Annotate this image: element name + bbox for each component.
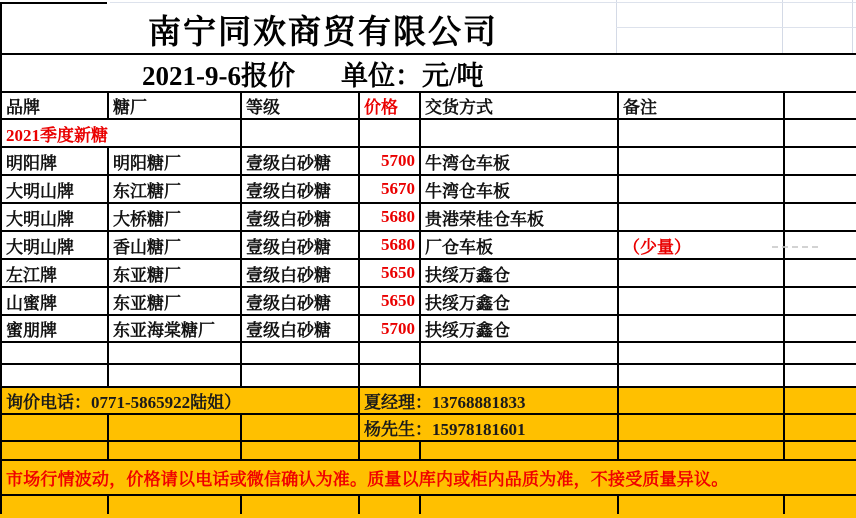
cell-price[interactable]: 5700 — [359, 315, 420, 342]
cell-brand[interactable]: 蜜朋牌 — [1, 315, 108, 342]
empty-cell[interactable] — [420, 364, 618, 387]
cell-extra[interactable] — [784, 203, 856, 231]
empty-cell[interactable] — [420, 342, 618, 364]
empty-cell[interactable] — [241, 119, 359, 147]
cell-extra[interactable] — [784, 175, 856, 203]
empty-cell[interactable] — [784, 414, 856, 441]
cell-a1-top-border — [0, 2, 107, 4]
empty-row — [1, 342, 856, 364]
empty-cell[interactable] — [108, 364, 241, 387]
empty-cell[interactable] — [241, 342, 359, 364]
empty-cell[interactable] — [359, 119, 420, 147]
empty-cell[interactable] — [784, 387, 856, 414]
table-row — [1, 203, 856, 231]
empty-cell[interactable] — [1, 342, 108, 364]
cell-brand[interactable]: 左江牌 — [1, 259, 108, 287]
cell-note[interactable] — [618, 287, 784, 315]
manager-xia-cell[interactable]: 夏经理：13768881833 — [359, 387, 618, 414]
empty-cell[interactable] — [618, 414, 784, 441]
table-header-row — [1, 92, 856, 119]
cell-grade[interactable]: 壹级白砂糖 — [241, 147, 359, 175]
cell-brand[interactable]: 大明山牌 — [1, 231, 108, 259]
cell-note[interactable] — [618, 315, 784, 342]
faint-gridline-h2 — [110, 2, 856, 3]
table-row — [1, 147, 856, 175]
cell-note[interactable]: （少量） — [618, 231, 784, 259]
cell-delivery[interactable]: 贵港荣桂仓车板 — [420, 203, 618, 231]
cell-extra[interactable] — [784, 287, 856, 315]
empty-cell[interactable] — [784, 119, 856, 147]
cell-factory[interactable]: 东江糖厂 — [108, 175, 241, 203]
section-label[interactable]: 2021季度新糖 — [1, 119, 241, 147]
cell-brand[interactable]: 明阳牌 — [1, 147, 108, 175]
quote-date: 2021-9-6报价 — [142, 60, 295, 91]
cell-grade[interactable]: 壹级白砂糖 — [241, 175, 359, 203]
header-cell-delivery[interactable]: 交货方式 — [420, 92, 618, 119]
empty-cell[interactable] — [618, 364, 784, 387]
cell-extra[interactable] — [784, 259, 856, 287]
cell-grade[interactable]: 壹级白砂糖 — [241, 203, 359, 231]
cell-delivery[interactable]: 扶绥万鑫仓 — [420, 259, 618, 287]
cell-price[interactable]: 5680 — [359, 231, 420, 259]
watermark-artifact — [772, 245, 818, 248]
empty-cell[interactable] — [241, 441, 359, 460]
cell-grade[interactable]: 壹级白砂糖 — [241, 259, 359, 287]
table-row — [1, 259, 856, 287]
cell-extra[interactable] — [784, 147, 856, 175]
market-notice[interactable]: 市场行情波动，价格请以电话或微信确认为准。质量以库内或柜内品质为准，不接受质量异议。 — [1, 460, 856, 495]
cell-factory[interactable]: 东亚糖厂 — [108, 259, 241, 287]
manager-yang-cell[interactable]: 杨先生：15978181601 — [359, 414, 618, 441]
unit-label: 单位：元/吨 — [340, 60, 484, 91]
cell-price[interactable]: 5670 — [359, 175, 420, 203]
header-cell-grade[interactable]: 等级 — [241, 92, 359, 119]
empty-cell[interactable] — [1, 414, 108, 441]
cell-price[interactable]: 5680 — [359, 203, 420, 231]
empty-cell[interactable] — [420, 119, 618, 147]
empty-cell[interactable] — [1, 364, 108, 387]
cell-delivery[interactable]: 牛湾仓车板 — [420, 147, 618, 175]
section-row — [1, 119, 856, 147]
cell-factory[interactable]: 东亚海棠糖厂 — [108, 315, 241, 342]
header-cell-brand[interactable]: 品牌 — [1, 92, 108, 119]
cell-grade[interactable]: 壹级白砂糖 — [241, 315, 359, 342]
cell-price[interactable]: 5650 — [359, 287, 420, 315]
faint-gridline-h1 — [616, 27, 856, 28]
cell-factory[interactable]: 香山糖厂 — [108, 231, 241, 259]
cell-price[interactable]: 5650 — [359, 259, 420, 287]
notice-row — [1, 460, 856, 495]
cell-delivery[interactable]: 牛湾仓车板 — [420, 175, 618, 203]
table-row — [1, 175, 856, 203]
cell-extra[interactable] — [784, 315, 856, 342]
empty-cell[interactable] — [359, 364, 420, 387]
cell-note[interactable] — [618, 203, 784, 231]
empty-orange-row — [1, 441, 856, 460]
cell-delivery[interactable]: 扶绥万鑫仓 — [420, 287, 618, 315]
empty-cell[interactable] — [108, 414, 241, 441]
cell-note[interactable] — [618, 175, 784, 203]
contact-row-1 — [1, 387, 856, 414]
empty-cell[interactable] — [784, 342, 856, 364]
cell-delivery[interactable]: 厂仓车板 — [420, 231, 618, 259]
contact-row-2 — [1, 414, 856, 441]
cell-factory[interactable]: 明阳糖厂 — [108, 147, 241, 175]
empty-cell[interactable] — [108, 441, 241, 460]
empty-cell[interactable] — [241, 364, 359, 387]
cell-note[interactable] — [618, 147, 784, 175]
empty-cell[interactable] — [618, 387, 784, 414]
cell-price[interactable]: 5700 — [359, 147, 420, 175]
empty-cell[interactable] — [618, 342, 784, 364]
bottom-orange-strip — [0, 514, 856, 518]
header-cell-factory[interactable]: 糖厂 — [108, 92, 241, 119]
empty-cell[interactable] — [241, 414, 359, 441]
empty-cell[interactable] — [359, 441, 420, 460]
header-cell-price[interactable]: 价格 — [359, 92, 420, 119]
empty-cell[interactable] — [359, 342, 420, 364]
empty-cell[interactable] — [784, 364, 856, 387]
date-row[interactable] — [2, 56, 856, 90]
company-title[interactable]: 南宁同欢商贸有限公司 — [148, 14, 498, 51]
cell-delivery[interactable]: 扶绥万鑫仓 — [420, 315, 618, 342]
cell-factory[interactable]: 东亚糖厂 — [108, 287, 241, 315]
table-row — [1, 315, 856, 342]
cell-brand[interactable]: 大明山牌 — [1, 175, 108, 203]
cell-factory[interactable]: 大桥糖厂 — [108, 203, 241, 231]
cell-grade[interactable]: 壹级白砂糖 — [241, 231, 359, 259]
cell-note[interactable] — [618, 259, 784, 287]
empty-cell[interactable] — [1, 441, 108, 460]
empty-cell[interactable] — [784, 441, 856, 460]
empty-row — [1, 364, 856, 387]
cell-grade[interactable]: 壹级白砂糖 — [241, 287, 359, 315]
empty-cell[interactable] — [618, 441, 784, 460]
table-row — [1, 231, 856, 259]
quote-table — [0, 91, 856, 518]
header-cell-extra[interactable] — [784, 92, 856, 119]
header-cell-note[interactable]: 备注 — [618, 92, 784, 119]
cell-brand[interactable]: 山蜜牌 — [1, 287, 108, 315]
table-row — [1, 287, 856, 315]
cell-brand[interactable]: 大明山牌 — [1, 203, 108, 231]
empty-cell[interactable] — [108, 342, 241, 364]
empty-cell[interactable] — [618, 119, 784, 147]
inquiry-phone-cell[interactable]: 询价电话：0771-5865922陆姐） — [1, 387, 359, 414]
empty-cell[interactable] — [420, 441, 618, 460]
